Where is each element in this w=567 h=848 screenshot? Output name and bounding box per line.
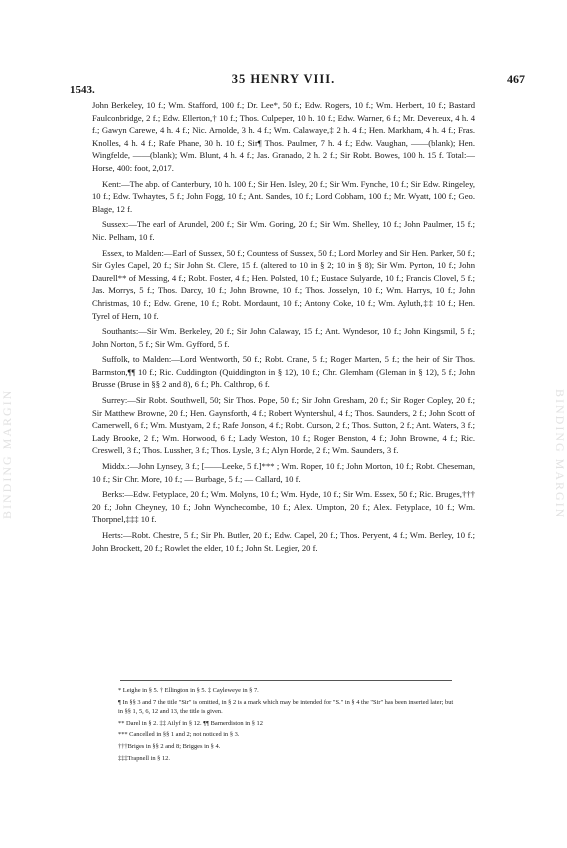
paragraph-southants: Southants:—Sir Wm. Berkeley, 20 f.; Sir John Calaway, 15 f.; Ant. Wyndesor, 10 f.; John Kingsmil, 5 f.; John Norton, 5 f.; Sir Wm. Gyfford, 5 f. — [92, 326, 475, 349]
paragraph-sussex: Sussex:—The earl of Arundel, 200 f.; Sir Wm. Goring, 20 f.; Sir Wm. Shelley, 10 f.; John Paulmer, 15 f.; Nic. Pelham, 10 f. — [92, 219, 475, 242]
paragraph-continued: John Berkeley, 10 f.; Wm. Stafford, 100 f.; Dr. Lee*, 50 f.; Edw. Rogers, 10 f.; Wm. Herbert, 10 f.; Bastard Faulconbridge, 2 f.; Edw. Ellerton,† 10 f.; Thos. Culpeper, 10 h. 10 f.; Edw. Warner, 6 f.; Mr. Devereux, 4 h. 4 f.; Gawyn Carewe, 4 h. 4 f.; Nic. Arnolde, 3 h. 4 f.; Wm. Calawaye,‡ 2 h. 4 f.; Hen. Markham, 4 h. 4 f.; Fras. Knolles, 4 h. 4 f.; Rafe Phane, 30 h. 10 f.; Sir¶ Thos. Paulmer, 7 h. 4 f.; Edw. Vaughan, ——(blank); Hen. Wingfelde, ——(blank); Wm. Blunt, 4 h. 4 f.; Jas. Granado, 2 h. 2 f.; Sir Robt. Bowes, 100 h. 15 f. Total:—Horse, 400: foot, 2,017. — [92, 100, 475, 173]
page-header — [0, 64, 567, 96]
binding-margin-watermark-right: BINDING MARGIN — [553, 388, 567, 520]
header-year: 1543. — [70, 84, 95, 96]
footnote: †††Briges in §§ 2 and 8; Brigges in § 4. — [118, 742, 221, 750]
main-text — [92, 99, 475, 557]
binding-margin-watermark-left: BINDING MARGIN — [0, 388, 14, 520]
footnote: * Leighe in § 5. † Ellington in § 5. ‡ Cayleweye in § 7. — [118, 687, 259, 694]
paragraph-herts: Herts:—Robt. Chestre, 5 f.; Sir Ph. Butler, 20 f.; Edw. Capel, 20 f.; Thos. Peryent, 4 f.; Wm. Berley, 10 f.; John Brockett, 20 f.; Rowlet the elder, 10 f.; John St. Legier, 20 f. — [92, 530, 475, 553]
paragraph-middx: Middx.:—John Lynsey, 3 f.; [——Leeke, 5 f.]*** ; Wm. Roper, 10 f.; John Morton, 10 f.; Robt. Cheseman, 10 f.; Sir Chr. More, 10 f.; — Burbage, 5 f.; — Callard, 10 f. — [92, 461, 475, 484]
footnote: ¶ In §§ 3 and 7 the title "Sir" is omitted, in § 2 is a mark which may be intended for "S." in § 4 the "Sir" has been inserted later; but in §§ 1, 5, 6, 12 and 13, the title is given. — [118, 698, 454, 716]
paragraph-surrey: Surrey:—Sir Robt. Southwell, 50; Sir Thos. Pope, 50 f.; Sir John Gresham, 20 f.; Sir Roger Copley, 20 f.; Sir Matthew Browne, 20 f.; Hen. Gaynsforth, 4 f.; Robert Wyntershul, 4 f.; Thos. Saunders, 2 f.; John Scott of Camerwell, 6 f.; Wm. Mustyam, 2 f.; Rafe Jonson, 4 f.; Robt. Curson, 2 f.; Thos. Sutton, 2 f.; Ant. Waters, 3 f.; Lady Brooke, 2 f.; Wm. Horwood, 6 f.; Lady Weston, 10 f.; Roger Benston, 4 f.; John Browne, 4 f.; Ric. Creswell, 3 f.; Thos. Lussher, 3 f.; Thos. Lysle, 3 f.; Alyn Horde, 2 f.; Wm. Saunders, 3 f. — [92, 395, 475, 456]
paragraph-essex: Essex, to Malden:—Earl of Sussex, 50 f.; Countess of Sussex, 50 f.; Lord Morley and Sir Hen. Parker, 50 f.; Sir Gyles Capel, 20 f.; Sir John St. Clere, 15 f. (altered to 10 in § 2; 10 in § 8); Sir Wm. Pyrton, 10 f.; John Daurell** of Messing, 4 f.; Robt. Foster, 4 f.; Hen. Polsted, 10 f.; Eustace Sulyarde, 10 f.; Francis Clovel, 5 f.; Jas. Morrys, 5 f.; Thos. Darcy, 10 f.; John Browne, 10 f.; Thos. Josselyn, 10 f.; Wm. Harrys, 10 f.; John Christmas, 10 f.; Edw. Grene, 10 f.; Robt. Mordaunt, 10 f.; Antony Coke, 10 f.; Wm. Ayluth,‡‡ 10 f.; Hen. Tyrel of Hern, 10 f. — [92, 247, 475, 321]
footnote: ‡‡‡Trapnell in § 12. — [118, 754, 170, 762]
footnote: *** Cancelled in §§ 1 and 2; not noticed in § 3. — [118, 731, 240, 739]
page-number: 467 — [507, 72, 525, 86]
paragraph-suffolk: Suffolk, to Malden:—Lord Wentworth, 50 f.; Robt. Crane, 5 f.; Roger Marten, 5 f.; the heir of Sir Thos. Barmston,¶¶ 10 f.; Ric. Cuddington (Quiddington in § 12), 10 f.; Chr. Glemham (Gleman in § 12), 5 f.; John Brusse (Bruse in §§ 2 and 8), 6 f.; Ph. Calthrop, 6 f. — [92, 354, 475, 390]
footnote: ** Darel in § 2. ‡‡ Ailyf in § 12. ¶¶ Barnerdiston in § 12 — [118, 719, 263, 727]
footnotes — [118, 686, 458, 765]
running-title: 35 HENRY VIII. — [231, 72, 336, 86]
paragraph-kent: Kent:—The abp. of Canterbury, 10 h. 100 f.; Sir Hen. Isley, 20 f.; Sir Wm. Fynche, 10 f.; Sir Edw. Ringeley, 10 f.; Edw. Twhaytes, 5 f.; John Fogg, 10 f.; Ant. Sandes, 10 f.; Lord Cobham, 100 f.; Mr. Wyatt, 100 f.; Geo. Blage, 12 f. — [92, 178, 475, 214]
paragraph-berks: Berks:—Edw. Fetyplace, 20 f.; Wm. Molyns, 10 f.; Wm. Hyde, 10 f.; Sir Wm. Essex, 50 f.; Ric. Bruges,††† 20 f.; John Cheyney, 10 f.; John Wynchecombe, 10 f.; Alex. Umpton, 20 f.; Alex. Fetyplace, 10 f.; Wm. Thorpnel,‡‡‡ 10 f. — [92, 489, 475, 525]
footnote-rule — [120, 680, 452, 681]
